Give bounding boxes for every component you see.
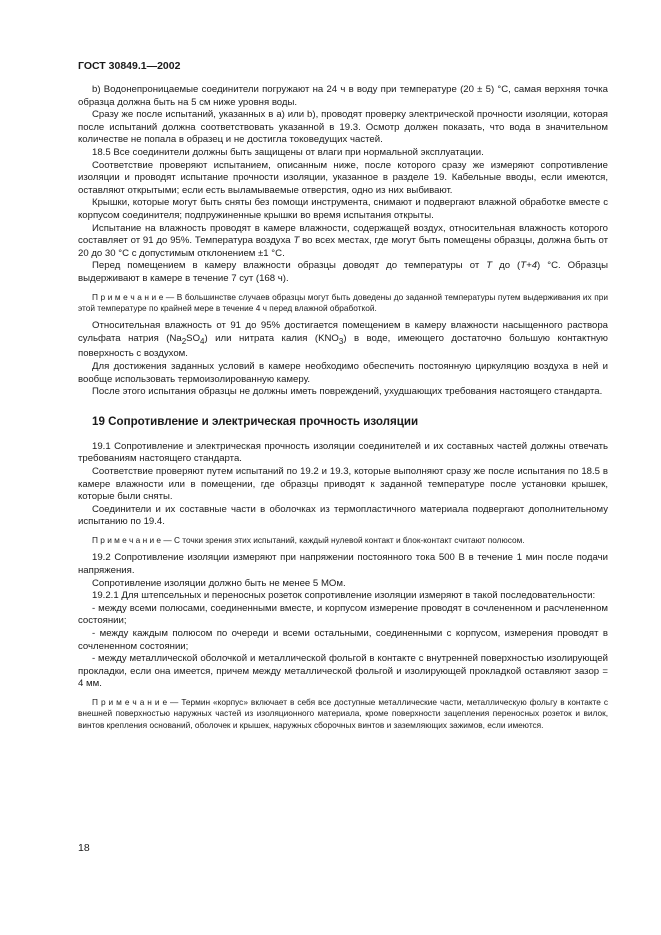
text-fragment: Перед помещением в камеру влажности образцы доводят до температуры от	[92, 260, 487, 272]
text-fragment: ) или нитрата калия (KNO	[204, 332, 339, 344]
paragraph: 19.2 Сопротивление изоляции измеряют при напряжении постоянного тока 500 В в течение 1 мин после подачи напряжения.	[78, 552, 608, 576]
note-text: В большинстве случаев образцы могут быть доведены до заданной температуры путем выдерживания их при этой температуре по крайней мере в течение 4 ч перед влажной обработкой.	[78, 291, 608, 313]
note-label: П р и м е ч а н и е —	[92, 696, 182, 707]
variable-t: T	[486, 260, 493, 272]
paragraph: Соответствие проверяют путем испытаний по 19.2 и 19.3, которые выполняют сразу же после испытания по 18.5 в камере влажности или в помещении, где образцы приводят к заданной температуре после установки крышек, которые были сняты.	[78, 465, 608, 503]
paragraph: Соответствие проверяют испытанием, описанным ниже, после которого сразу же измеряют сопротивление изоляции и проводят испытание прочности изоляции, указанное в разделе 19. Кабельные вводы, если имеются, оставляют открытыми; если есть выламываемые отверстия, одно из них выбивают.	[78, 159, 608, 196]
section-heading: 19 Сопротивление и электрическая прочность изоляции	[92, 414, 419, 428]
paragraph: 19.1 Сопротивление и электрическая прочность изоляции соединителей и их составных частей должны отвечать требованиям настоящего стандарта.	[78, 440, 608, 465]
text-fragment: ) в воде, имеющего достаточно большую контактную поверхность с воздухом.	[78, 332, 608, 360]
variable-t: T	[293, 235, 300, 247]
subscript: 2	[181, 336, 187, 346]
paragraph	[78, 260, 608, 285]
standard-header: ГОСТ 30849.1—2002	[78, 60, 181, 72]
paragraph: Сразу же после испытаний, указанных в а) или b), проводят проверку электрической прочности изоляции, которая после испытаний должна соответствовать указанной в 19.3. Осмотр должен показать, что вода в значительном количестве не попала в образец и не достигла токоведущих частей.	[78, 109, 608, 146]
text-fragment: до (	[492, 260, 521, 272]
paragraph: После этого испытания образцы не должны иметь повреждений, ухудшающих требования настоящего стандарта.	[92, 386, 603, 398]
text-fragment: Испытание на влажность проводят в камере влажности, содержащей воздух, относительная влажность которого составляет от 91 до 95%. Температура воздуха	[78, 222, 608, 247]
page-number: 18	[78, 842, 90, 854]
subscript: 4	[200, 336, 205, 346]
paragraph: 18.5 Все соединители должны быть защищены от влаги при нормальной эксплуатации.	[92, 146, 484, 158]
variable-t-plus-4: T+4	[520, 260, 538, 272]
list-item: - между металлической оболочкой и металлической фольгой в контакте с внутренней поверхностью изолирующей прокладки, если она имеется, причем между металлической фольгой и изолирующей прокладкой оставляют зазор = 4 мм.	[78, 653, 608, 690]
text-fragment: ) °С. Образцы выдерживают в камере в течение 7 сут (168 ч).	[78, 260, 608, 284]
body-text	[78, 84, 608, 737]
note	[78, 697, 608, 731]
subscript: 3	[338, 336, 344, 346]
note-label: П р и м е ч а н и е —	[92, 534, 174, 545]
paragraph: 19.2.1 Для штепсельных и переносных розеток сопротивление изоляции измеряют в такой последовательности:	[92, 590, 596, 602]
paragraph: b) Водонепроницаемые соединители погружают на 24 ч в воду при температуре (20 ± 5) °С, самая верхняя точка образца должна быть на 5 см ниже уровня воды.	[78, 84, 608, 108]
text-fragment: Относительная влажность от 91 до 95% достигается помещением в камеру влажности насыщенного раствора сульфата натрия (Na	[78, 320, 608, 344]
paragraph	[78, 223, 608, 261]
note-text: Термин «корпус» включает в себя все доступные металлические части, металлическую фольгу в контакте с внешней поверхностью наружных частей из изоляционного материала, кроме поверхности зацепления переносных розеток и вилок, винтов крепления оснований, оболочек и крышек, наружных сборочных винтов и заземляющих зажимов, если имеются.	[78, 696, 609, 730]
text-fragment: SO	[186, 332, 201, 344]
list-item: - между всеми полюсами, соединенными вместе, и корпусом измерение проводят в сочлененном и расчлененном состоянии;	[78, 602, 608, 627]
list-item: - между каждым полюсом по очереди и всеми остальными, соединенными с корпусом, измерения проводят в сочлененном состоянии;	[78, 627, 608, 652]
paragraph: Для достижения заданных условий в камере необходимо обеспечить постоянную циркуляцию воздуха в ней и вообще использовать термоизолированную камеру.	[78, 361, 608, 385]
note-label: П р и м е ч а н и е —	[92, 291, 177, 302]
paragraph: Сопротивление изоляции должно быть не менее 5 МОм.	[92, 577, 346, 589]
paragraph: Соединители и их составные части в оболочках из термопластичного материала подвергают дополнительному испытанию по 19.4.	[78, 503, 608, 528]
paragraph	[78, 320, 608, 361]
paragraph: Крышки, которые могут быть сняты без помощи инструмента, снимают и подвергают влажной обработке вместе с корпусом соединителя; подпружиненные крышки во время испытания открыты.	[78, 197, 608, 221]
text-fragment: во всех местах, где могут быть помещены образцы, должна быть от 20 до 30 °С с допустимым отклонением ±1 °С.	[78, 235, 608, 259]
note-text: С точки зрения этих испытаний, каждый нулевой контакт и блок-контакт считают полюсом.	[173, 534, 525, 545]
note	[78, 535, 608, 546]
note	[78, 292, 608, 315]
